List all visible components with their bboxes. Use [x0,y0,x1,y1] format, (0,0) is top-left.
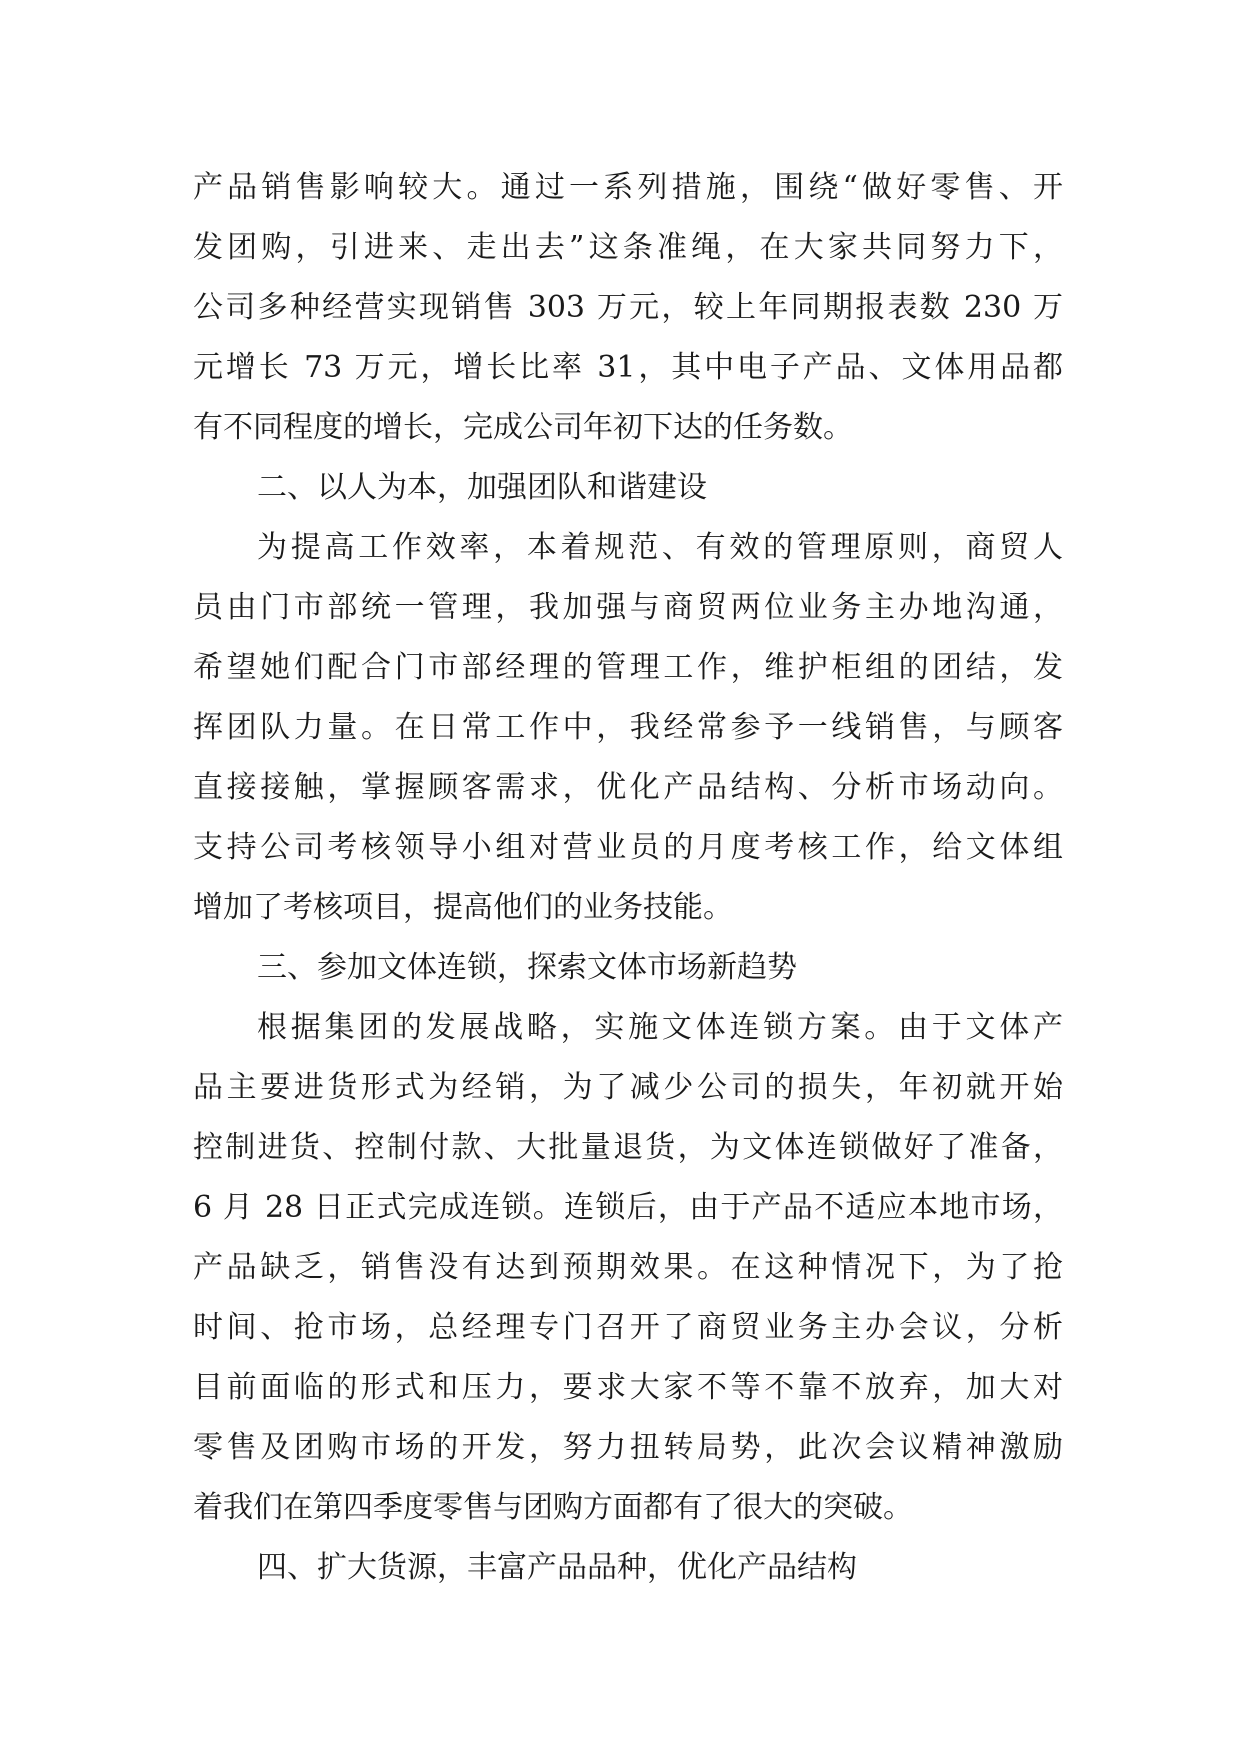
section-heading: 二、以人为本，加强团队和谐建设 [257,470,707,505]
text-line: 挥团队力量。在日常工作中，我经常参予一线销售，与顾客 [193,710,1063,745]
text-line: 品主要进货形式为经销，为了减少公司的损失，年初就开始 [193,1070,1063,1105]
text-line: 时间、抢市场，总经理专门召开了商贸业务主办会议，分析 [193,1310,1063,1345]
text-line: 增加了考核项目，提高他们的业务技能。 [193,890,733,925]
text-line: 发团购，引进来、走出去”这条准绳，在大家共同努力下， [193,230,1063,265]
text-line: 支持公司考核领导小组对营业员的月度考核工作，给文体组 [193,830,1063,865]
text-line: 员由门市部统一管理，我加强与商贸两位业务主办地沟通， [193,590,1063,625]
section-heading: 四、扩大货源，丰富产品品种，优化产品结构 [257,1550,857,1585]
text-line: 公司多种经营实现销售 303 万元，较上年同期报表数 230 万 [193,290,1063,325]
text-line: 根据集团的发展战略，实施文体连锁方案。由于文体产 [257,1010,1063,1045]
text-line: 着我们在第四季度零售与团购方面都有了很大的突破。 [193,1490,913,1525]
text-line: 直接接触，掌握顾客需求，优化产品结构、分析市场动向。 [193,770,1063,805]
text-line: 控制进货、控制付款、大批量退货，为文体连锁做好了准备， [193,1130,1063,1165]
text-line: 产品缺乏，销售没有达到预期效果。在这种情况下，为了抢 [193,1250,1063,1285]
text-line: 零售及团购市场的开发，努力扭转局势，此次会议精神激励 [193,1430,1063,1465]
text-line: 有不同程度的增长，完成公司年初下达的任务数。 [193,410,853,445]
text-line: 希望她们配合门市部经理的管理工作，维护柜组的团结，发 [193,650,1063,685]
section-heading: 三、参加文体连锁，探索文体市场新趋势 [257,950,797,985]
text-line: 产品销售影响较大。通过一系列措施，围绕“做好零售、开 [193,170,1063,205]
text-line: 元增长 73 万元，增长比率 31，其中电子产品、文体用品都 [193,350,1063,385]
text-line: 目前面临的形式和压力，要求大家不等不靠不放弃，加大对 [193,1370,1063,1405]
text-line: 为提高工作效率，本着规范、有效的管理原则，商贸人 [257,530,1063,565]
text-line: 6 月 28 日正式完成连锁。连锁后，由于产品不适应本地市场， [193,1190,1063,1225]
